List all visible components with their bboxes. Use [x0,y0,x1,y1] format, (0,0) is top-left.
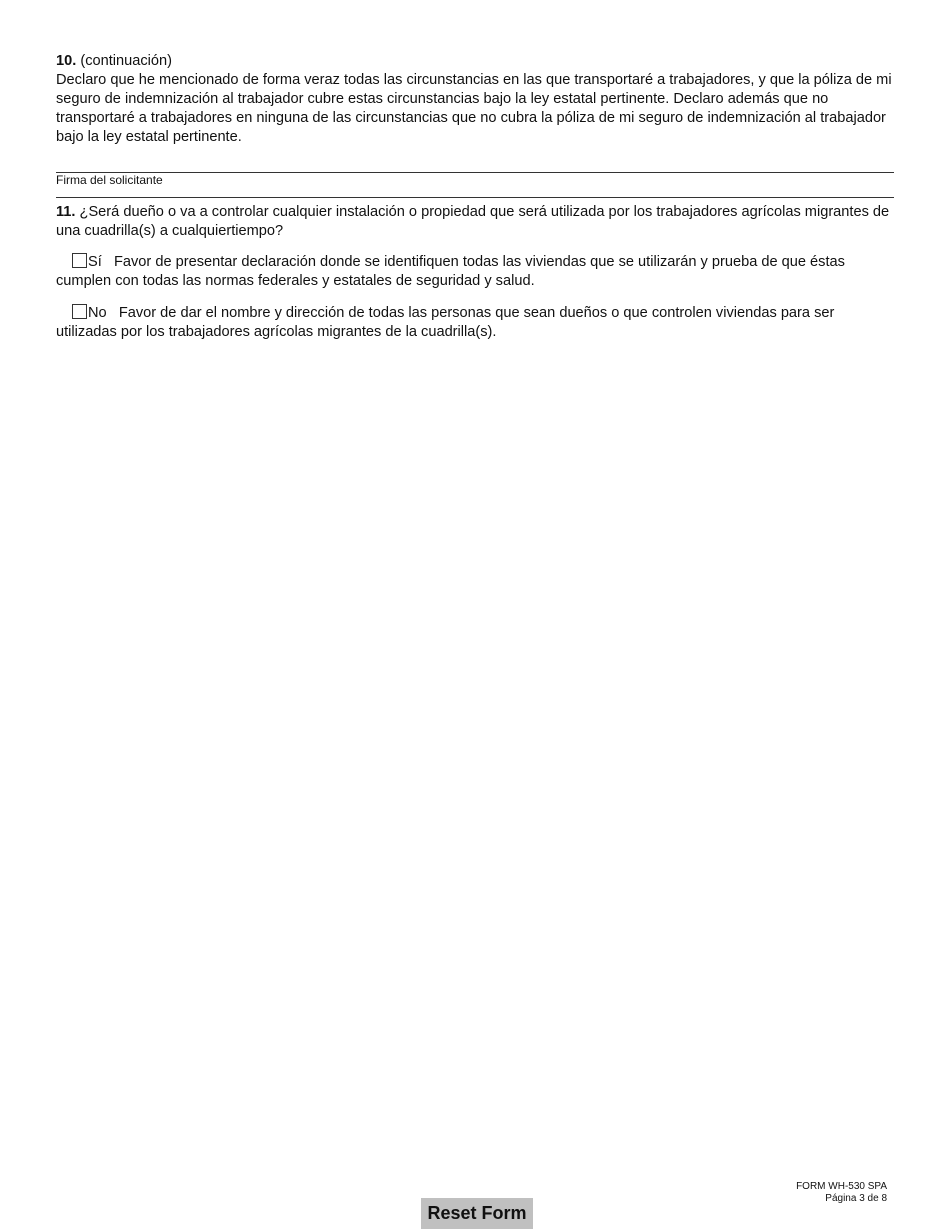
yes-checkbox[interactable] [72,253,87,268]
form-footer [796,1181,887,1205]
reset-form-button[interactable]: Reset Form [421,1198,533,1229]
form-id: FORM WH-530 SPA [796,1181,887,1192]
section-10-body: Declaro que he mencionado de forma veraz todas las circunstancias en las que transportaré a trabajadores, y que la póliza de mi seguro de indemnización al trabajador cubre estas circunstancias bajo la ley estatal pertinente. Declaro además que no transportaré a trabajadores en ninguna de las circunstancias que no cubra la póliza de mi seguro de indemnización al trabajador bajo la ley estatal pertinente. [56,72,892,145]
no-checkbox[interactable] [72,304,87,319]
section-number: 11. [56,204,76,220]
option-yes [56,253,893,291]
page-number: Página 3 de 8 [825,1193,887,1204]
section-heading: (continuación) [76,53,173,69]
signature-line[interactable] [56,172,894,173]
section-10 [56,52,893,147]
divider [56,197,894,198]
option-no [56,304,893,342]
section-number: 10. [56,53,77,69]
section-10-heading [56,52,893,71]
option-label: Sí [88,254,102,270]
signature-label: Firma del solicitante [56,173,163,187]
section-11-question [56,203,893,241]
option-text: Favor de dar el nombre y dirección de todas las personas que sean dueños o que controlen viviendas para ser utilizadas por los trabajadores agrícolas migrantes de la cuadrilla(s). [56,305,835,340]
option-label: No [88,305,107,321]
question-text: ¿Será dueño o va a controlar cualquier instalación o propiedad que será utilizada por los trabajadores agrícolas migrantes de una cuadrilla(s) a cualquiertiempo? [56,204,890,239]
option-text: Favor de presentar declaración donde se identifiquen todas las viviendas que se utilizarán y prueba de que éstas cumplen con todas las normas federales y estatales de seguridad y salud. [56,254,845,289]
